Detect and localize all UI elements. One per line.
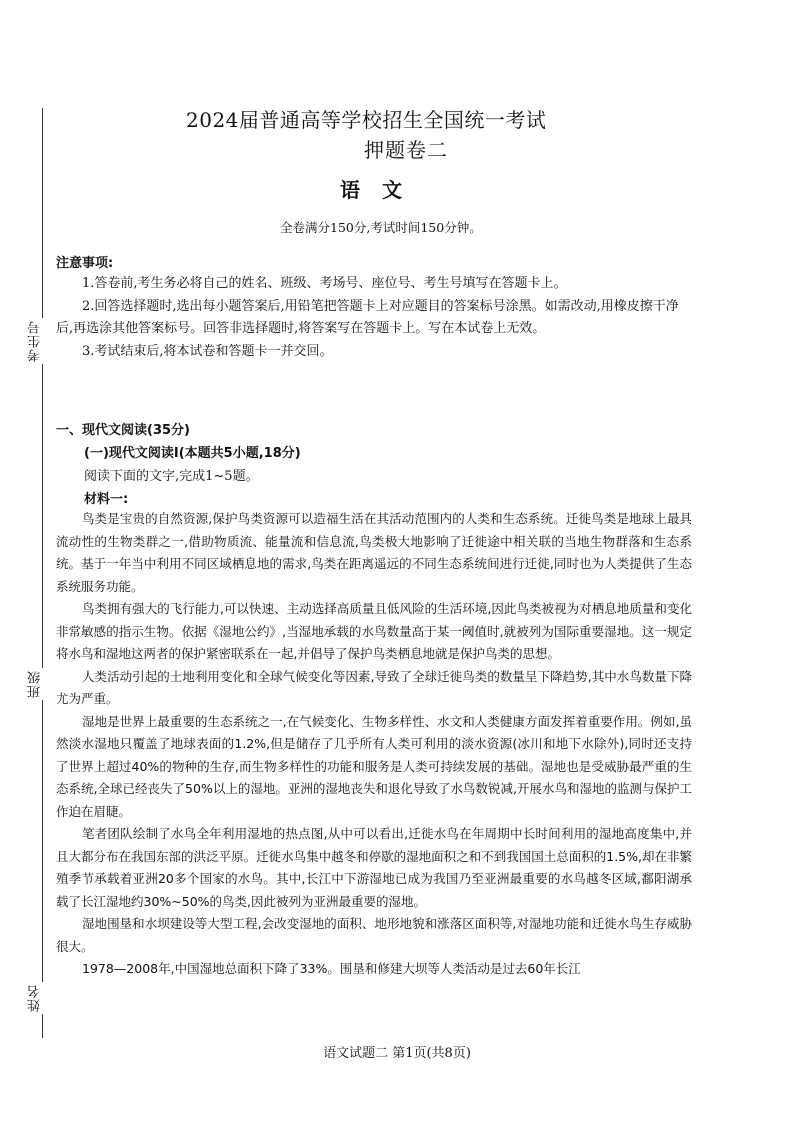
passage-paragraph: 湿地是世界上最重要的生态系统之一,在气候变化、生物多样性、水文和人类健康方面发挥着重要作用。例如,虽然淡水湿地只覆盖了地球表面的1.2%,但是储存了几乎所有人类可利用的淡水资源(冰川和地下水除外),同时还支持了世界上超过40%的物种的生存,而生物多样性的功能和服务是人类可持续发展的基础。湿地也是受威胁最严重的生态系统,全球已经丧失了50%以上的湿地。亚洲的湿地丧失和退化导致了水鸟数锐减,开展水鸟和湿地的监测与保护工作迫在眉睫。 — [56, 713, 692, 819]
exam-subtitle: 押题卷二 — [364, 138, 448, 162]
notice-heading: 注意事项: — [56, 256, 114, 271]
binding-margin-line — [42, 108, 43, 1038]
score-info: 全卷满分150分,考试时间150分钟。 — [280, 220, 482, 235]
exam-title: 2024届普通高等学校招生全国统一考试 — [186, 108, 547, 132]
side-label-exam-number: 考生号 — [28, 320, 43, 362]
material-label: 材料一: — [84, 492, 129, 507]
notice-item: 2.回答选择题时,选出每小题答案后,用铅笔把答题卡上对应题目的答案标号涂黑。如需改动,用橡皮擦干净后,再选涂其他答案标号。回答非选择题时,将答案写在答题卡上。写在本试卷上无效。 — [56, 298, 679, 336]
notice-list — [56, 273, 692, 363]
notice-item: 3.考试结束后,将本试卷和答题卡一并交回。 — [82, 343, 333, 359]
passage-paragraph: 鸟类拥有强大的飞行能力,可以快速、主动选择高质量且低风险的生活环境,因此鸟类被视为对栖息地质量和变化非常敏感的指示生物。依据《湿地公约》,当湿地承载的水鸟数量高于某一阈值时,就被列为国际重要湿地。这一规定将水鸟和湿地这两者的保护紧密联系在一起,并倡导了保护鸟类栖息地就是保护鸟类的思想。 — [56, 601, 692, 661]
passage-paragraph: 1978—2008年,中国湿地总面积下降了33%。围垦和修建大坝等人类活动是过去60年长江 — [82, 961, 581, 976]
reading-passage — [56, 508, 692, 981]
section-heading: 一、现代文阅读(35分) — [56, 423, 190, 438]
side-label-name: 姓名 — [28, 984, 43, 1012]
notice-item: 1.答卷前,考生务必将自己的姓名、班级、考场号、座位号、考生号填写在答题卡上。 — [82, 276, 567, 291]
passage-paragraph: 笔者团队绘制了水鸟全年利用湿地的热点图,从中可以看出,迁徙水鸟在年周期中长时间利用的湿地高度集中,并且大都分布在我国东部的洪泛平原。迁徙水鸟集中越冬和停歇的湿地面积之和不到我国国土总面积的1.5%,却在非繁殖季节承载着亚洲20多个国家的水鸟。其中,长江中下游湿地已成为我国乃至亚洲最重要的水鸟越冬区域,鄱阳湖承载了长江湿地约30%~50%的鸟类,因此被列为亚洲最重要的湿地。 — [56, 826, 692, 909]
instruction-text: 阅读下面的文字,完成1~5题。 — [84, 469, 259, 484]
passage-paragraph: 人类活动引起的土地利用变化和全球气候变化等因素,导致了全球迁徙鸟类的数量呈下降趋势,其中水鸟数量下降尤为严重。 — [56, 668, 692, 706]
subject-title: 语文 — [340, 178, 424, 202]
passage-paragraph: 湿地围垦和水坝建设等大型工程,会改变湿地的面积、地形地貌和涨落区面积等,对湿地功能和迁徙水鸟生存威胁很大。 — [56, 916, 692, 954]
passage-paragraph: 鸟类是宝贵的自然资源,保护鸟类资源可以造福生活在其活动范围内的人类和生态系统。迁徙鸟类是地球上最具流动性的生物类群之一,借助物质流、能量流和信息流,鸟类极大地影响了迁徙途中相关联的当地生物群落和生态系统。基于一年当中利用不同区域栖息地的需求,鸟类在距离遥远的不同生态系统间进行迁徙,同时也为人类提供了生态系统服务功能。 — [56, 511, 692, 594]
sub-section-heading: (一)现代文阅读Ⅰ(本题共5小题,18分) — [84, 446, 301, 461]
page-footer: 语文试题二 第1页(共8页) — [323, 1046, 471, 1061]
side-label-class: 班级 — [28, 670, 43, 698]
